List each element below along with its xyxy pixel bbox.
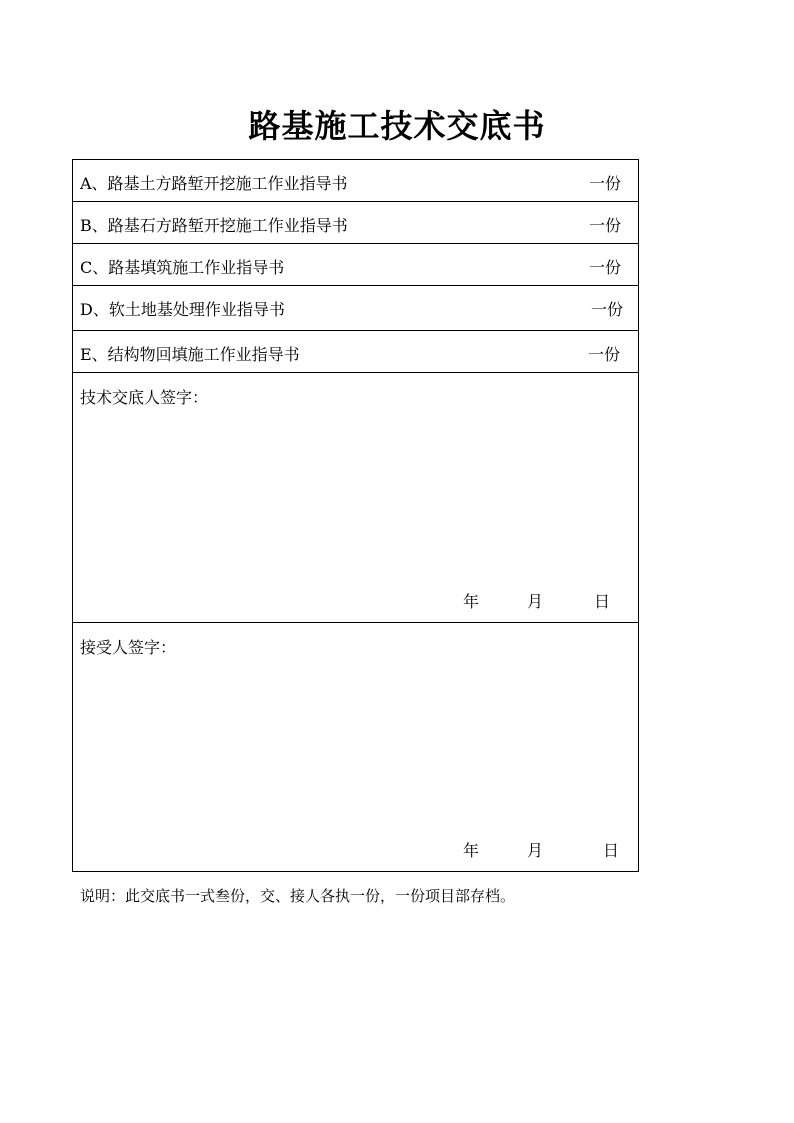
- giver-signature-section: [73, 373, 638, 623]
- item-label: A、路基土方路堑开挖施工作业指导书: [80, 174, 348, 193]
- item-label: D、软土地基处理作业指导书: [80, 300, 285, 319]
- item-label: C、路基填筑施工作业指导书: [80, 258, 285, 277]
- item-quantity: 一份: [590, 300, 623, 319]
- footnote: 说明：此交底书一式叁份，交、接人各执一份，一份项目部存档。: [80, 887, 516, 905]
- date-month-label: 月: [527, 592, 544, 611]
- item-quantity: 一份: [588, 216, 621, 235]
- receiver-signature-label: 接受人签字：: [80, 638, 177, 657]
- giver-signature-label: 技术交底人签字：: [80, 388, 209, 407]
- document-title: 路基施工技术交底书: [248, 107, 546, 145]
- receiver-signature-section: [73, 623, 638, 871]
- item-row-e: [73, 331, 638, 373]
- item-row-a: [73, 160, 638, 202]
- disclosure-form: [72, 159, 639, 872]
- date-month-label: 月: [527, 841, 544, 860]
- date-day-label: 日: [603, 841, 620, 860]
- item-label: B、路基石方路堑开挖施工作业指导书: [80, 216, 348, 235]
- item-row-c: [73, 244, 638, 286]
- date-year-label: 年: [463, 592, 480, 611]
- item-label: E、结构物回填施工作业指导书: [80, 345, 300, 364]
- item-row-b: [73, 202, 638, 244]
- item-quantity: 一份: [588, 258, 621, 277]
- date-year-label: 年: [463, 841, 480, 860]
- item-row-d: [73, 286, 638, 331]
- item-quantity: 一份: [588, 174, 621, 193]
- date-day-label: 日: [594, 592, 611, 611]
- item-quantity: 一份: [587, 345, 620, 364]
